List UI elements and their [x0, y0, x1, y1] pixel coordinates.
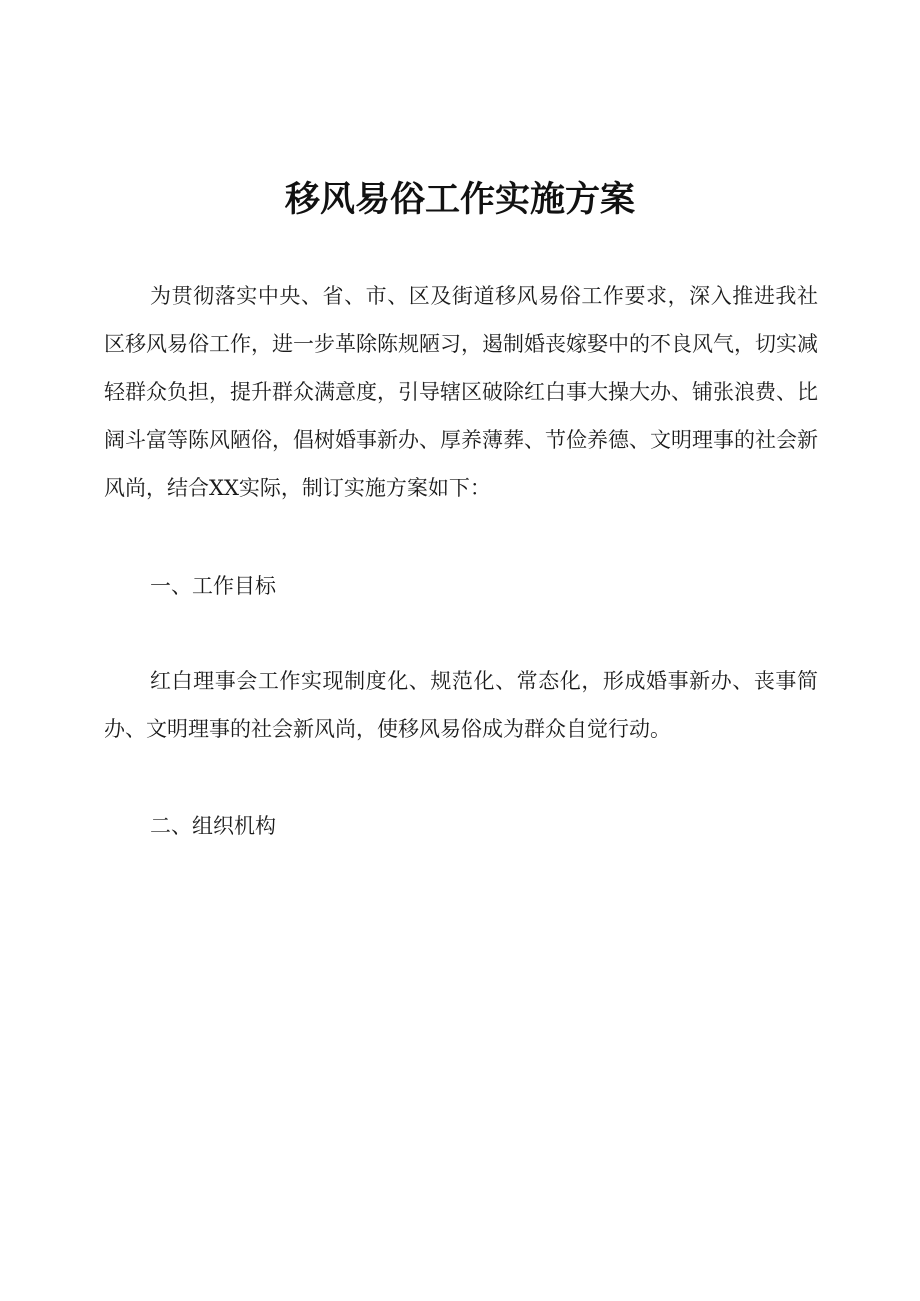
section-heading-organization: 二、组织机构: [150, 814, 276, 838]
section-heading-goals: 一、工作目标: [150, 574, 276, 598]
document-title: 移风易俗工作实施方案: [284, 180, 635, 220]
intro-paragraph: 为贯彻落实中央、省、市、区及街道移风易俗工作要求，深入推进我社区移风易俗工作，进一步革除陈规陋习，遏制婚丧嫁娶中的不良风气，切实减轻群众负担，提升群众满意度，引导辖区破除红白事大操大办、铺张浪费、比阔斗富等陈风陋俗，倡树婚事新办、厚养薄葬、节俭养德、文明理事的社会新风尚，结合XX实际，制订实施方案如下：: [104, 284, 818, 500]
goals-paragraph: 红白理事会工作实现制度化、规范化、常态化，形成婚事新办、丧事简办、文明理事的社会新风尚，使移风易俗成为群众自觉行动。: [104, 669, 818, 741]
